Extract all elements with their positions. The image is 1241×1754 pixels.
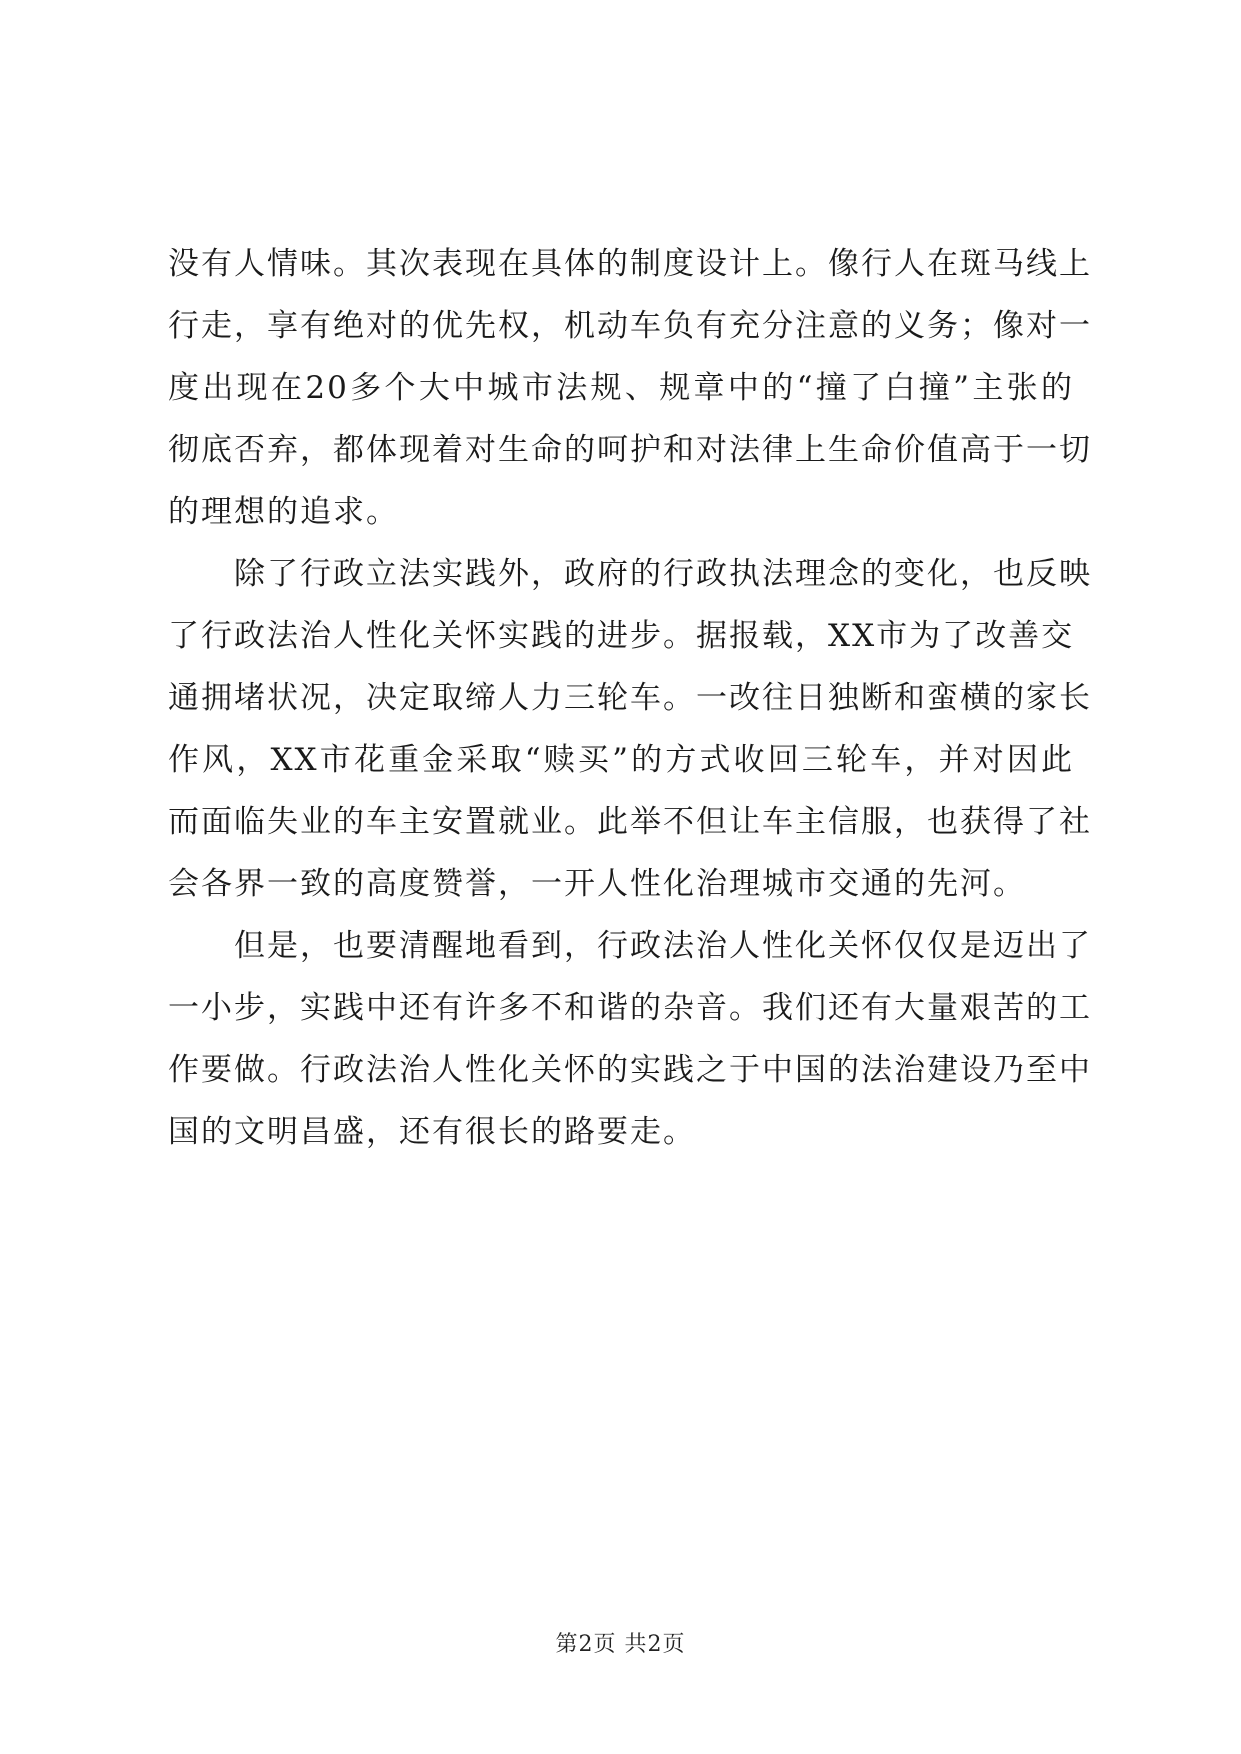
text-line: 了行政法治人性化关怀实践的进步。据报载，XX市为了改善交 bbox=[168, 618, 1075, 654]
text-line: 行走，享有绝对的优先权，机动车负有充分注意的义务；像对一 bbox=[168, 308, 1092, 344]
text-line: 而面临失业的车主安置就业。此举不但让车主信服，也获得了社 bbox=[168, 804, 1092, 840]
paragraph bbox=[168, 915, 1092, 1163]
page-footer: 第2页 共2页 bbox=[555, 1632, 686, 1657]
text-line: 一小步，实践中还有许多不和谐的杂音。我们还有大量艰苦的工 bbox=[168, 990, 1092, 1026]
text-line: 除了行政立法实践外，政府的行政执法理念的变化，也反映 bbox=[234, 556, 1092, 592]
document-body bbox=[168, 233, 1092, 1163]
paragraph bbox=[168, 543, 1092, 915]
text-line: 通拥堵状况，决定取缔人力三轮车。一改往日独断和蛮横的家长 bbox=[168, 680, 1092, 716]
text-line: 作风，XX市花重金采取“赎买”的方式收回三轮车，并对因此 bbox=[168, 742, 1074, 778]
text-line: 会各界一致的高度赞誉，一开人性化治理城市交通的先河。 bbox=[168, 866, 1026, 902]
text-line: 国的文明昌盛，还有很长的路要走。 bbox=[168, 1114, 696, 1150]
paragraph bbox=[168, 233, 1092, 543]
text-line: 作要做。行政法治人性化关怀的实践之于中国的法治建设乃至中 bbox=[168, 1052, 1092, 1088]
text-line: 但是，也要清醒地看到，行政法治人性化关怀仅仅是迈出了 bbox=[234, 928, 1092, 964]
text-line: 没有人情味。其次表现在具体的制度设计上。像行人在斑马线上 bbox=[168, 246, 1092, 282]
text-line: 彻底否弃，都体现着对生命的呵护和对法律上生命价值高于一切 bbox=[168, 432, 1092, 468]
text-line: 度出现在20多个大中城市法规、规章中的“撞了白撞”主张的 bbox=[168, 370, 1074, 406]
text-line: 的理想的追求。 bbox=[168, 494, 399, 530]
